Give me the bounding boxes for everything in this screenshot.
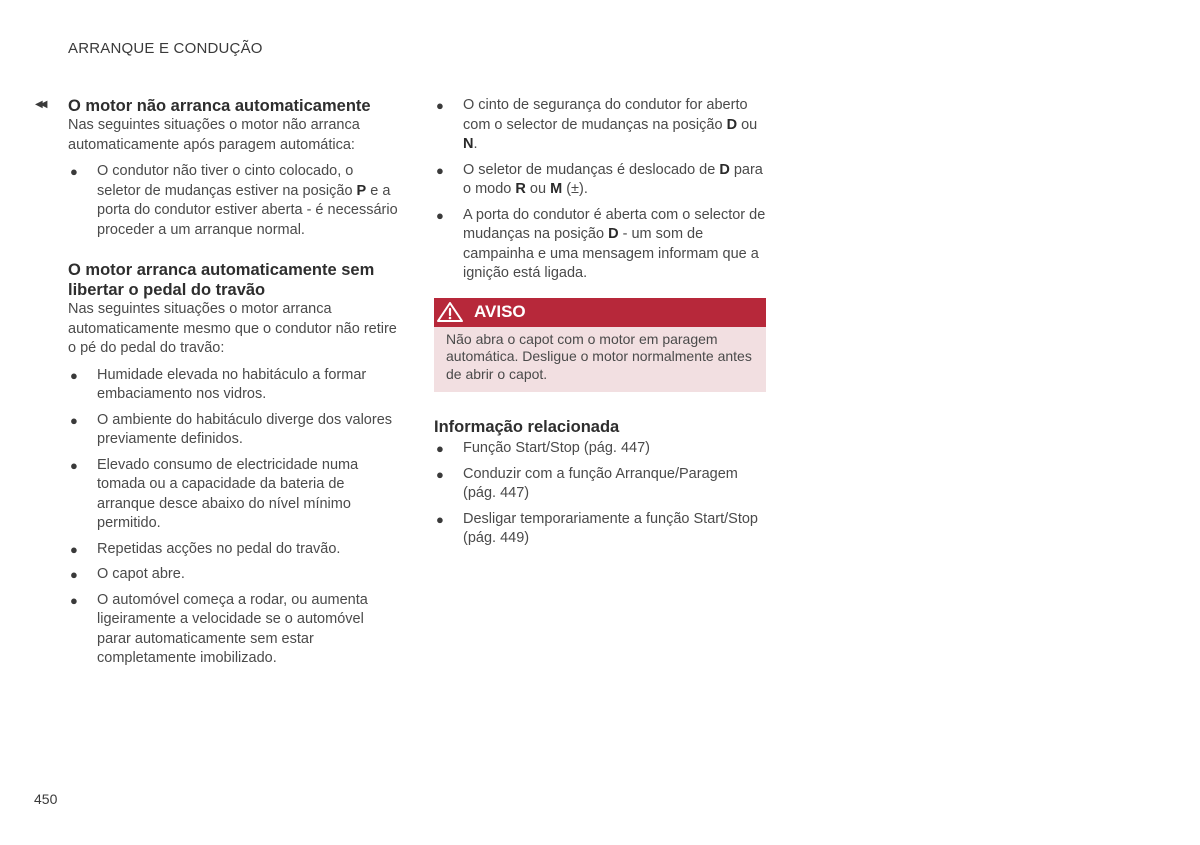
bullet-icon: ● [70, 164, 78, 179]
related-info-heading: Informação relacionada [434, 418, 620, 436]
list-item: ● O cinto de segurança do condutor for aberto com o selector de mudanças na posição D ou N. [436, 97, 758, 152]
condition-list-no-start [68, 162, 400, 240]
section-intro: Nas seguintes situações o motor não arranca automaticamente após paragem automática: [68, 117, 360, 153]
list-item: ● Repetidas acções no pedal do travão. [68, 540, 400, 560]
bullet-icon: ● [70, 567, 78, 582]
bullet-icon: ● [436, 511, 444, 527]
section-heading-auto-start: O motor arranca automaticamente sem libertar o pedal do travão [68, 261, 375, 299]
bullet-icon: ● [70, 367, 78, 383]
list-item: ● Elevado consumo de electricidade numa tomada ou a capacidade da bateria de arranque desce abaixo do nível mínimo permitido. [70, 456, 359, 531]
related-link[interactable]: ● Conduzir com a função Arranque/Paragem (pág. 447) [436, 465, 738, 501]
bullet-icon: ● [436, 207, 444, 223]
list-item: ● O ambiente do habitáculo diverge dos valores previamente definidos. [70, 411, 393, 447]
list-item: ● O condutor não tiver o cinto colocado, o seletor de mudanças estiver na posição P e a porta do condutor estiver aberta - é necessário proceder a um arranque normal. [70, 163, 398, 238]
bullet-icon: ● [70, 412, 78, 428]
list-item: ● O seletor de mudanças é deslocado de D para o modo R ou M (±). [436, 161, 763, 197]
bullet-icon: ● [70, 592, 78, 608]
condition-list-continued [434, 96, 766, 284]
list-item: ● O automóvel começa a rodar, ou aumenta ligeiramente a velocidade se o automóvel parar automaticamente sem estar completamente imobilizado. [70, 591, 368, 666]
warning-title: AVISO [474, 302, 526, 321]
left-column [35, 96, 400, 675]
list-item: ● Humidade elevada no habitáculo a formar embaciamento nos vidros. [70, 366, 367, 402]
back-navigation-icon[interactable]: ◀◀ [35, 99, 45, 110]
condition-list-auto-start [68, 366, 400, 669]
warning-triangle-icon [436, 301, 464, 323]
bullet-icon: ● [70, 541, 78, 557]
bullet-icon: ● [436, 162, 444, 178]
bullet-icon: ● [436, 441, 444, 456]
right-column [434, 96, 766, 555]
list-item: ● O capot abre. [68, 565, 400, 585]
related-link[interactable]: ● Função Start/Stop (pág. 447) [434, 439, 766, 459]
warning-text: Não abra o capot com o motor em paragem automática. Desligue o motor normalmente antes de abrir o capot. [446, 330, 752, 382]
page-number: 450 [34, 791, 58, 807]
warning-header [434, 298, 766, 327]
warning-box [434, 298, 766, 393]
bullet-icon: ● [436, 98, 444, 113]
bullet-icon: ● [436, 466, 444, 482]
page-header: ARRANQUE E CONDUÇÃO [68, 40, 263, 57]
section-intro: Nas seguintes situações o motor arranca automaticamente mesmo que o condutor não retire o pé do pedal do travão: [68, 301, 397, 356]
bullet-icon: ● [70, 457, 78, 473]
section-heading-no-auto-start: O motor não arranca automaticamente [68, 97, 371, 115]
list-item: ● A porta do condutor é aberta com o selector de mudanças na posição D - um som de campainha e uma mensagem informam que a ignição está ligada. [436, 206, 766, 281]
related-links-list [434, 439, 766, 549]
related-link[interactable]: ● Desligar temporariamente a função Start/Stop (pág. 449) [436, 510, 758, 546]
